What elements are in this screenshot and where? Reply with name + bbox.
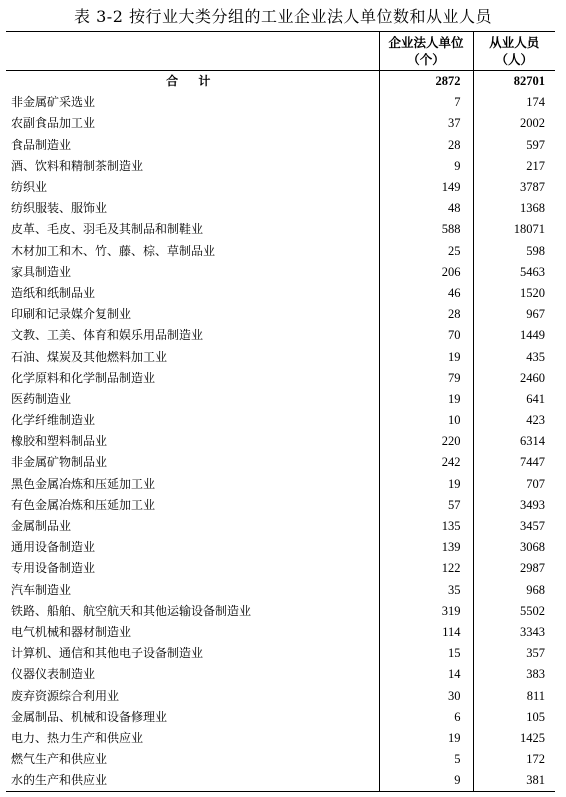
- employees-value: 641: [473, 389, 555, 410]
- employees-value: 381: [473, 770, 555, 792]
- table-row: [6, 558, 555, 579]
- industry-name: 电力、热力生产和供应业: [11, 730, 144, 745]
- industry-name: 农副食品加工业: [11, 116, 96, 131]
- legal-units-value: 25: [379, 241, 473, 262]
- industry-name: 水的生产和供应业: [6, 770, 379, 792]
- employees-value: 357: [473, 643, 555, 664]
- industry-name: 医药制造业: [11, 391, 72, 406]
- industry-name: 铁路、船舶、航空航天和其他运输设备制造业: [11, 603, 252, 618]
- table-title: 表 3-2 按行业大类分组的工业企业法人单位数和从业人员: [74, 7, 492, 26]
- employees-value: 3457: [473, 516, 555, 537]
- table-row: [6, 707, 555, 728]
- table-row: [6, 325, 555, 346]
- legal-units-value: 9: [379, 770, 473, 792]
- industry-name: 化学纤维制造业: [11, 413, 96, 428]
- industry-name: 纺织服装、服饰业: [11, 201, 108, 216]
- industry-name: 橡胶和塑料制品业: [11, 434, 108, 449]
- industry-name: 非金属矿物制品业: [11, 455, 108, 470]
- industry-name: 电气机械和器材制造业: [11, 624, 132, 639]
- table-row: [6, 389, 555, 410]
- industry-name: 纺织业: [11, 180, 48, 195]
- industry-name: 金属制品业: [11, 519, 72, 534]
- legal-units-value: 57: [379, 495, 473, 516]
- legal-units-value: 139: [379, 537, 473, 558]
- header-legal-units: [379, 32, 473, 71]
- table-row: [6, 410, 555, 431]
- industry-name: 食品制造业: [11, 137, 72, 152]
- legal-units-value: 5: [379, 749, 473, 770]
- legal-units-value: 14: [379, 664, 473, 685]
- legal-units-value: 28: [379, 135, 473, 156]
- table-row: [6, 664, 555, 685]
- table-row: [6, 580, 555, 601]
- employees-value: 1449: [473, 325, 555, 346]
- legal-units-value: 588: [379, 219, 473, 240]
- employees-value: 811: [473, 685, 555, 706]
- employees-value: 707: [473, 474, 555, 495]
- employees-value: 383: [473, 664, 555, 685]
- legal-units-value: 206: [379, 262, 473, 283]
- industry-name: 燃气生产和供应业: [11, 752, 108, 767]
- legal-units-value: 30: [379, 685, 473, 706]
- table-row: [6, 770, 555, 792]
- industry-name: 文教、工美、体育和娱乐用品制造业: [11, 328, 204, 343]
- industry-name: 酒、饮料和精制茶制造业: [11, 158, 144, 173]
- legal-units-value: 19: [379, 728, 473, 749]
- employees-value: 174: [473, 92, 555, 113]
- employees-value: 6314: [473, 431, 555, 452]
- header-legal-units-unit: （个）: [407, 52, 445, 67]
- legal-units-value: 15: [379, 643, 473, 664]
- employees-value: 967: [473, 304, 555, 325]
- industry-name: 造纸和纸制品业: [11, 285, 96, 300]
- employees-value: 172: [473, 749, 555, 770]
- legal-units-value: 7: [379, 92, 473, 113]
- header-row: [6, 32, 555, 71]
- table-row: [6, 622, 555, 643]
- table-row: [6, 92, 555, 113]
- table-row: [6, 198, 555, 219]
- employees-value: 2460: [473, 368, 555, 389]
- industry-stats-table: [6, 31, 555, 792]
- employees-value: 968: [473, 580, 555, 601]
- table-row: [6, 368, 555, 389]
- industry-name: 有色金属冶炼和压延加工业: [11, 497, 156, 512]
- employees-value: 435: [473, 346, 555, 367]
- legal-units-value: 19: [379, 346, 473, 367]
- legal-units-value: 35: [379, 580, 473, 601]
- table-row: [6, 177, 555, 198]
- table-row: [6, 304, 555, 325]
- legal-units-value: 9: [379, 156, 473, 177]
- employees-value: 3343: [473, 622, 555, 643]
- table-row: [6, 643, 555, 664]
- employees-value: 2987: [473, 558, 555, 579]
- legal-units-value: 122: [379, 558, 473, 579]
- industry-name: 家具制造业: [11, 264, 72, 279]
- header-employees-unit: （人）: [495, 52, 533, 67]
- table-row: [6, 262, 555, 283]
- total-label: 合 计: [166, 74, 219, 89]
- legal-units-value: 37: [379, 113, 473, 134]
- table-row: [6, 474, 555, 495]
- legal-units-value: 220: [379, 431, 473, 452]
- industry-name: 金属制品、机械和设备修理业: [11, 709, 168, 724]
- industry-name: 通用设备制造业: [11, 540, 96, 555]
- industry-name: 印刷和记录媒介复制业: [11, 307, 132, 322]
- industry-name: 汽车制造业: [11, 582, 72, 597]
- table-row: [6, 113, 555, 134]
- header-legal-units-label: 企业法人单位: [388, 35, 464, 50]
- legal-units-value: 48: [379, 198, 473, 219]
- employees-value: 3068: [473, 537, 555, 558]
- legal-units-value: 28: [379, 304, 473, 325]
- header-employees-label: 从业人员: [489, 35, 540, 50]
- legal-units-value: 79: [379, 368, 473, 389]
- employees-value: 1368: [473, 198, 555, 219]
- table-row: [6, 685, 555, 706]
- legal-units-value: 6: [379, 707, 473, 728]
- industry-name: 非金属矿采选业: [11, 95, 96, 110]
- industry-name: 计算机、通信和其他电子设备制造业: [11, 646, 204, 661]
- header-industry: [6, 32, 379, 71]
- table-row: [6, 495, 555, 516]
- legal-units-value: 135: [379, 516, 473, 537]
- total-employees: 82701: [473, 71, 555, 93]
- employees-value: 598: [473, 241, 555, 262]
- industry-name: 石油、煤炭及其他燃料加工业: [11, 349, 168, 364]
- table-row: [6, 219, 555, 240]
- total-legal-units: 2872: [379, 71, 473, 93]
- employees-value: 1425: [473, 728, 555, 749]
- table-row: [6, 452, 555, 473]
- employees-value: 7447: [473, 452, 555, 473]
- legal-units-value: 19: [379, 474, 473, 495]
- table-row: [6, 516, 555, 537]
- legal-units-value: 114: [379, 622, 473, 643]
- employees-value: 597: [473, 135, 555, 156]
- employees-value: 1520: [473, 283, 555, 304]
- employees-value: 217: [473, 156, 555, 177]
- table-row: [6, 431, 555, 452]
- industry-name: 木材加工和木、竹、藤、棕、草制品业: [11, 243, 216, 258]
- industry-name: 仪器仪表制造业: [11, 667, 96, 682]
- legal-units-value: 10: [379, 410, 473, 431]
- table-row: [6, 346, 555, 367]
- employees-value: 18071: [473, 219, 555, 240]
- industry-name: 专用设备制造业: [11, 561, 96, 576]
- table-row: [6, 537, 555, 558]
- legal-units-value: 319: [379, 601, 473, 622]
- table-row: [6, 156, 555, 177]
- employees-value: 5502: [473, 601, 555, 622]
- header-employees: [473, 32, 555, 71]
- employees-value: 105: [473, 707, 555, 728]
- industry-name: 黑色金属冶炼和压延加工业: [11, 476, 156, 491]
- industry-name: 废弃资源综合利用业: [11, 688, 120, 703]
- employees-value: 5463: [473, 262, 555, 283]
- employees-value: 2002: [473, 113, 555, 134]
- legal-units-value: 242: [379, 452, 473, 473]
- legal-units-value: 70: [379, 325, 473, 346]
- table-row: [6, 728, 555, 749]
- employees-value: 3493: [473, 495, 555, 516]
- total-row: [6, 71, 555, 93]
- table-row: [6, 601, 555, 622]
- table-row: [6, 135, 555, 156]
- table-row: [6, 241, 555, 262]
- legal-units-value: 149: [379, 177, 473, 198]
- legal-units-value: 46: [379, 283, 473, 304]
- table-row: [6, 283, 555, 304]
- industry-name: 皮革、毛皮、羽毛及其制品和制鞋业: [11, 222, 204, 237]
- industry-name: 化学原料和化学制品制造业: [11, 370, 156, 385]
- employees-value: 3787: [473, 177, 555, 198]
- employees-value: 423: [473, 410, 555, 431]
- legal-units-value: 19: [379, 389, 473, 410]
- table-row: [6, 749, 555, 770]
